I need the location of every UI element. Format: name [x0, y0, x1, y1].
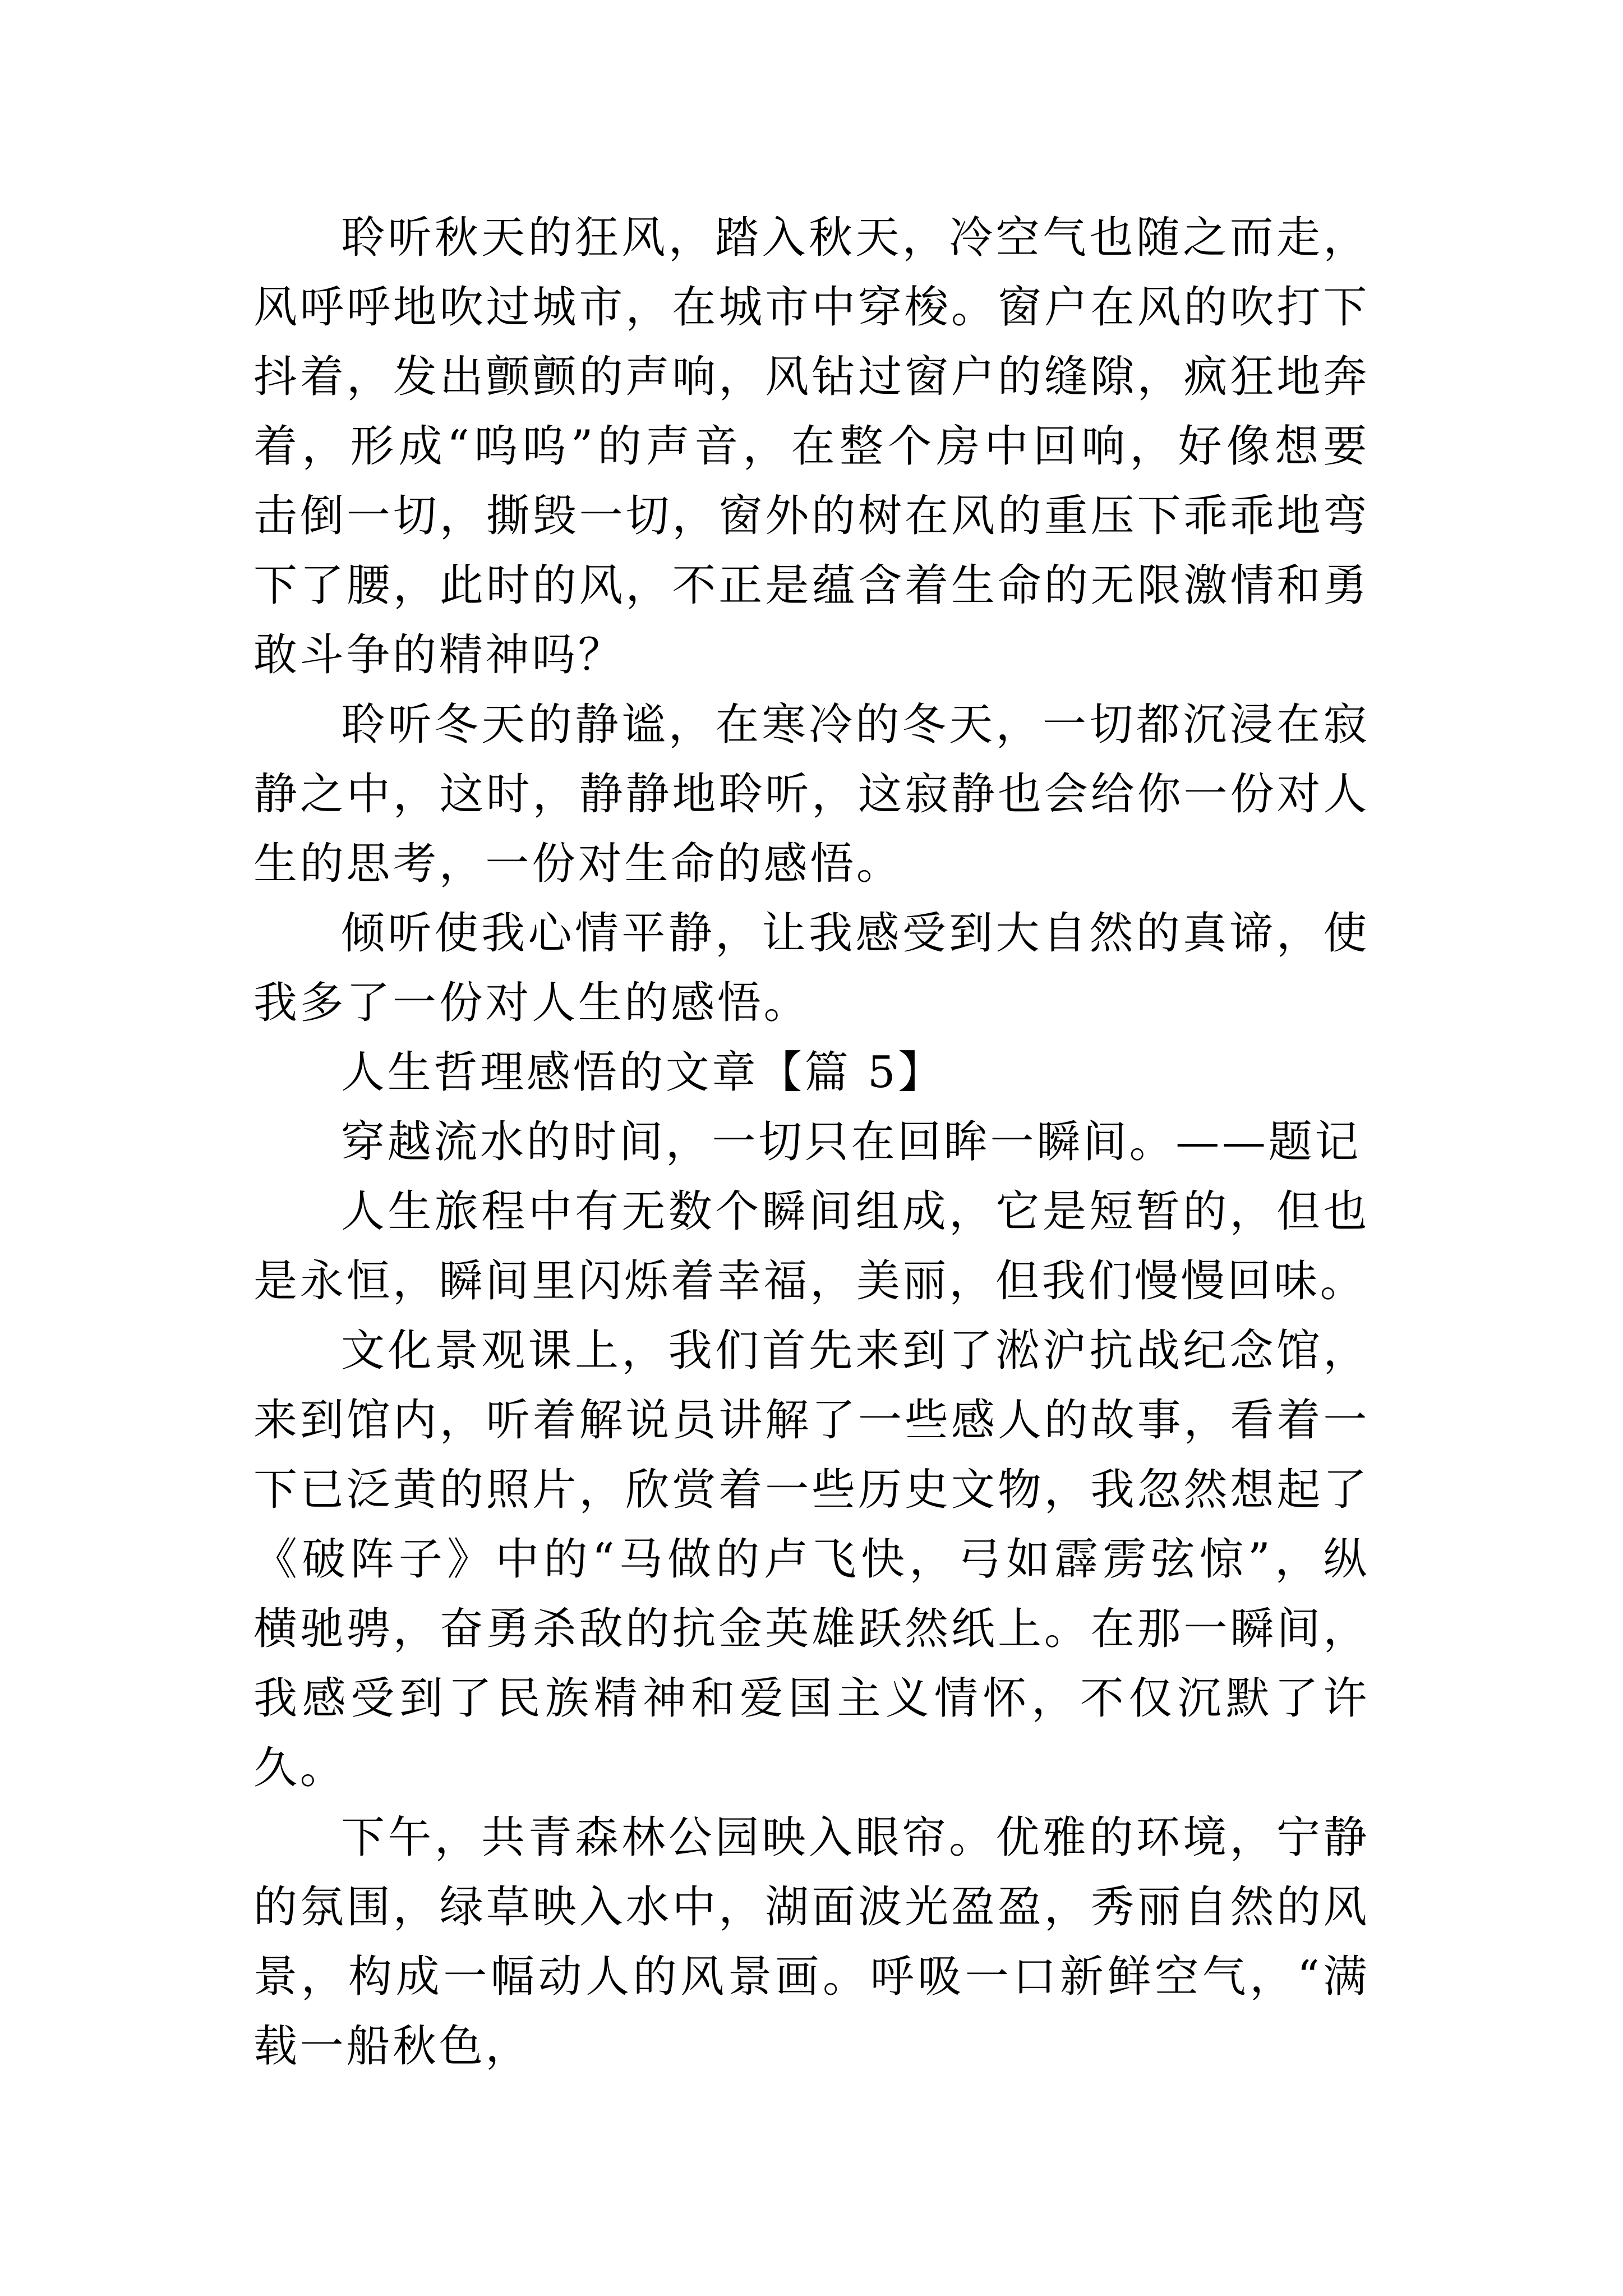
- paragraph-autumn-wind: 聆听秋天的狂风，踏入秋天，冷空气也随之而走，风呼呼地吹过城市，在城市中穿梭。窗户在风的吹打下抖着，发出颤颤的声响，风钻过窗户的缝隙，疯狂地奔着，形成“呜呜”的声音，在整个房中回响，好像想要击倒一切，撕毁一切，窗外的树在风的重压下乖乖地弯下了腰，此时的风，不正是蕴含着生命的无限激情和勇敢斗争的精神吗？: [253, 213, 1370, 680]
- epigraph: 穿越流水的时间，一切只在回眸一瞬间。——题记: [341, 1117, 1361, 1167]
- paragraph-memorial-hall: 文化景观课上，我们首先来到了淞沪抗战纪念馆，来到馆内，听着解说员讲解了一些感人的故事，看着一下已泛黄的照片，欣赏着一些历史文物，我忽然想起了《破阵子》中的“马做的卢飞快，弓如霹雳弦惊”，纵横驰骋，奋勇杀敌的抗金英雄跃然纸上。在那一瞬间，我感受到了民族精神和爱国主义情怀，不仅沉默了许久。: [253, 1326, 1370, 1793]
- section-heading: 人生哲理感悟的文章【篇 5】: [341, 1047, 944, 1098]
- paragraph-life-moments: 人生旅程中有无数个瞬间组成，它是短暂的，但也是永恒，瞬间里闪烁着幸福，美丽，但我们慢慢回味。: [253, 1186, 1370, 1306]
- paragraph-forest-park: 下午，共青森林公园映入眼帘。优雅的环境，宁静的氛围，绿草映入水中，湖面波光盈盈，秀丽自然的风景，构成一幅动人的风景画。呼吸一口新鲜空气，“满载一船秋色，: [253, 1812, 1370, 2072]
- paragraph-winter-silence: 聆听冬天的静谧，在寒冷的冬天，一切都沉浸在寂静之中，这时，静静地聆听，这寂静也会给你一份对人生的思考，一份对生命的感悟。: [253, 700, 1370, 889]
- paragraph-listening-reflection: 倾听使我心情平静，让我感受到大自然的真谛，使我多了一份对人生的感悟。: [253, 908, 1370, 1028]
- article-body: [253, 203, 1370, 2081]
